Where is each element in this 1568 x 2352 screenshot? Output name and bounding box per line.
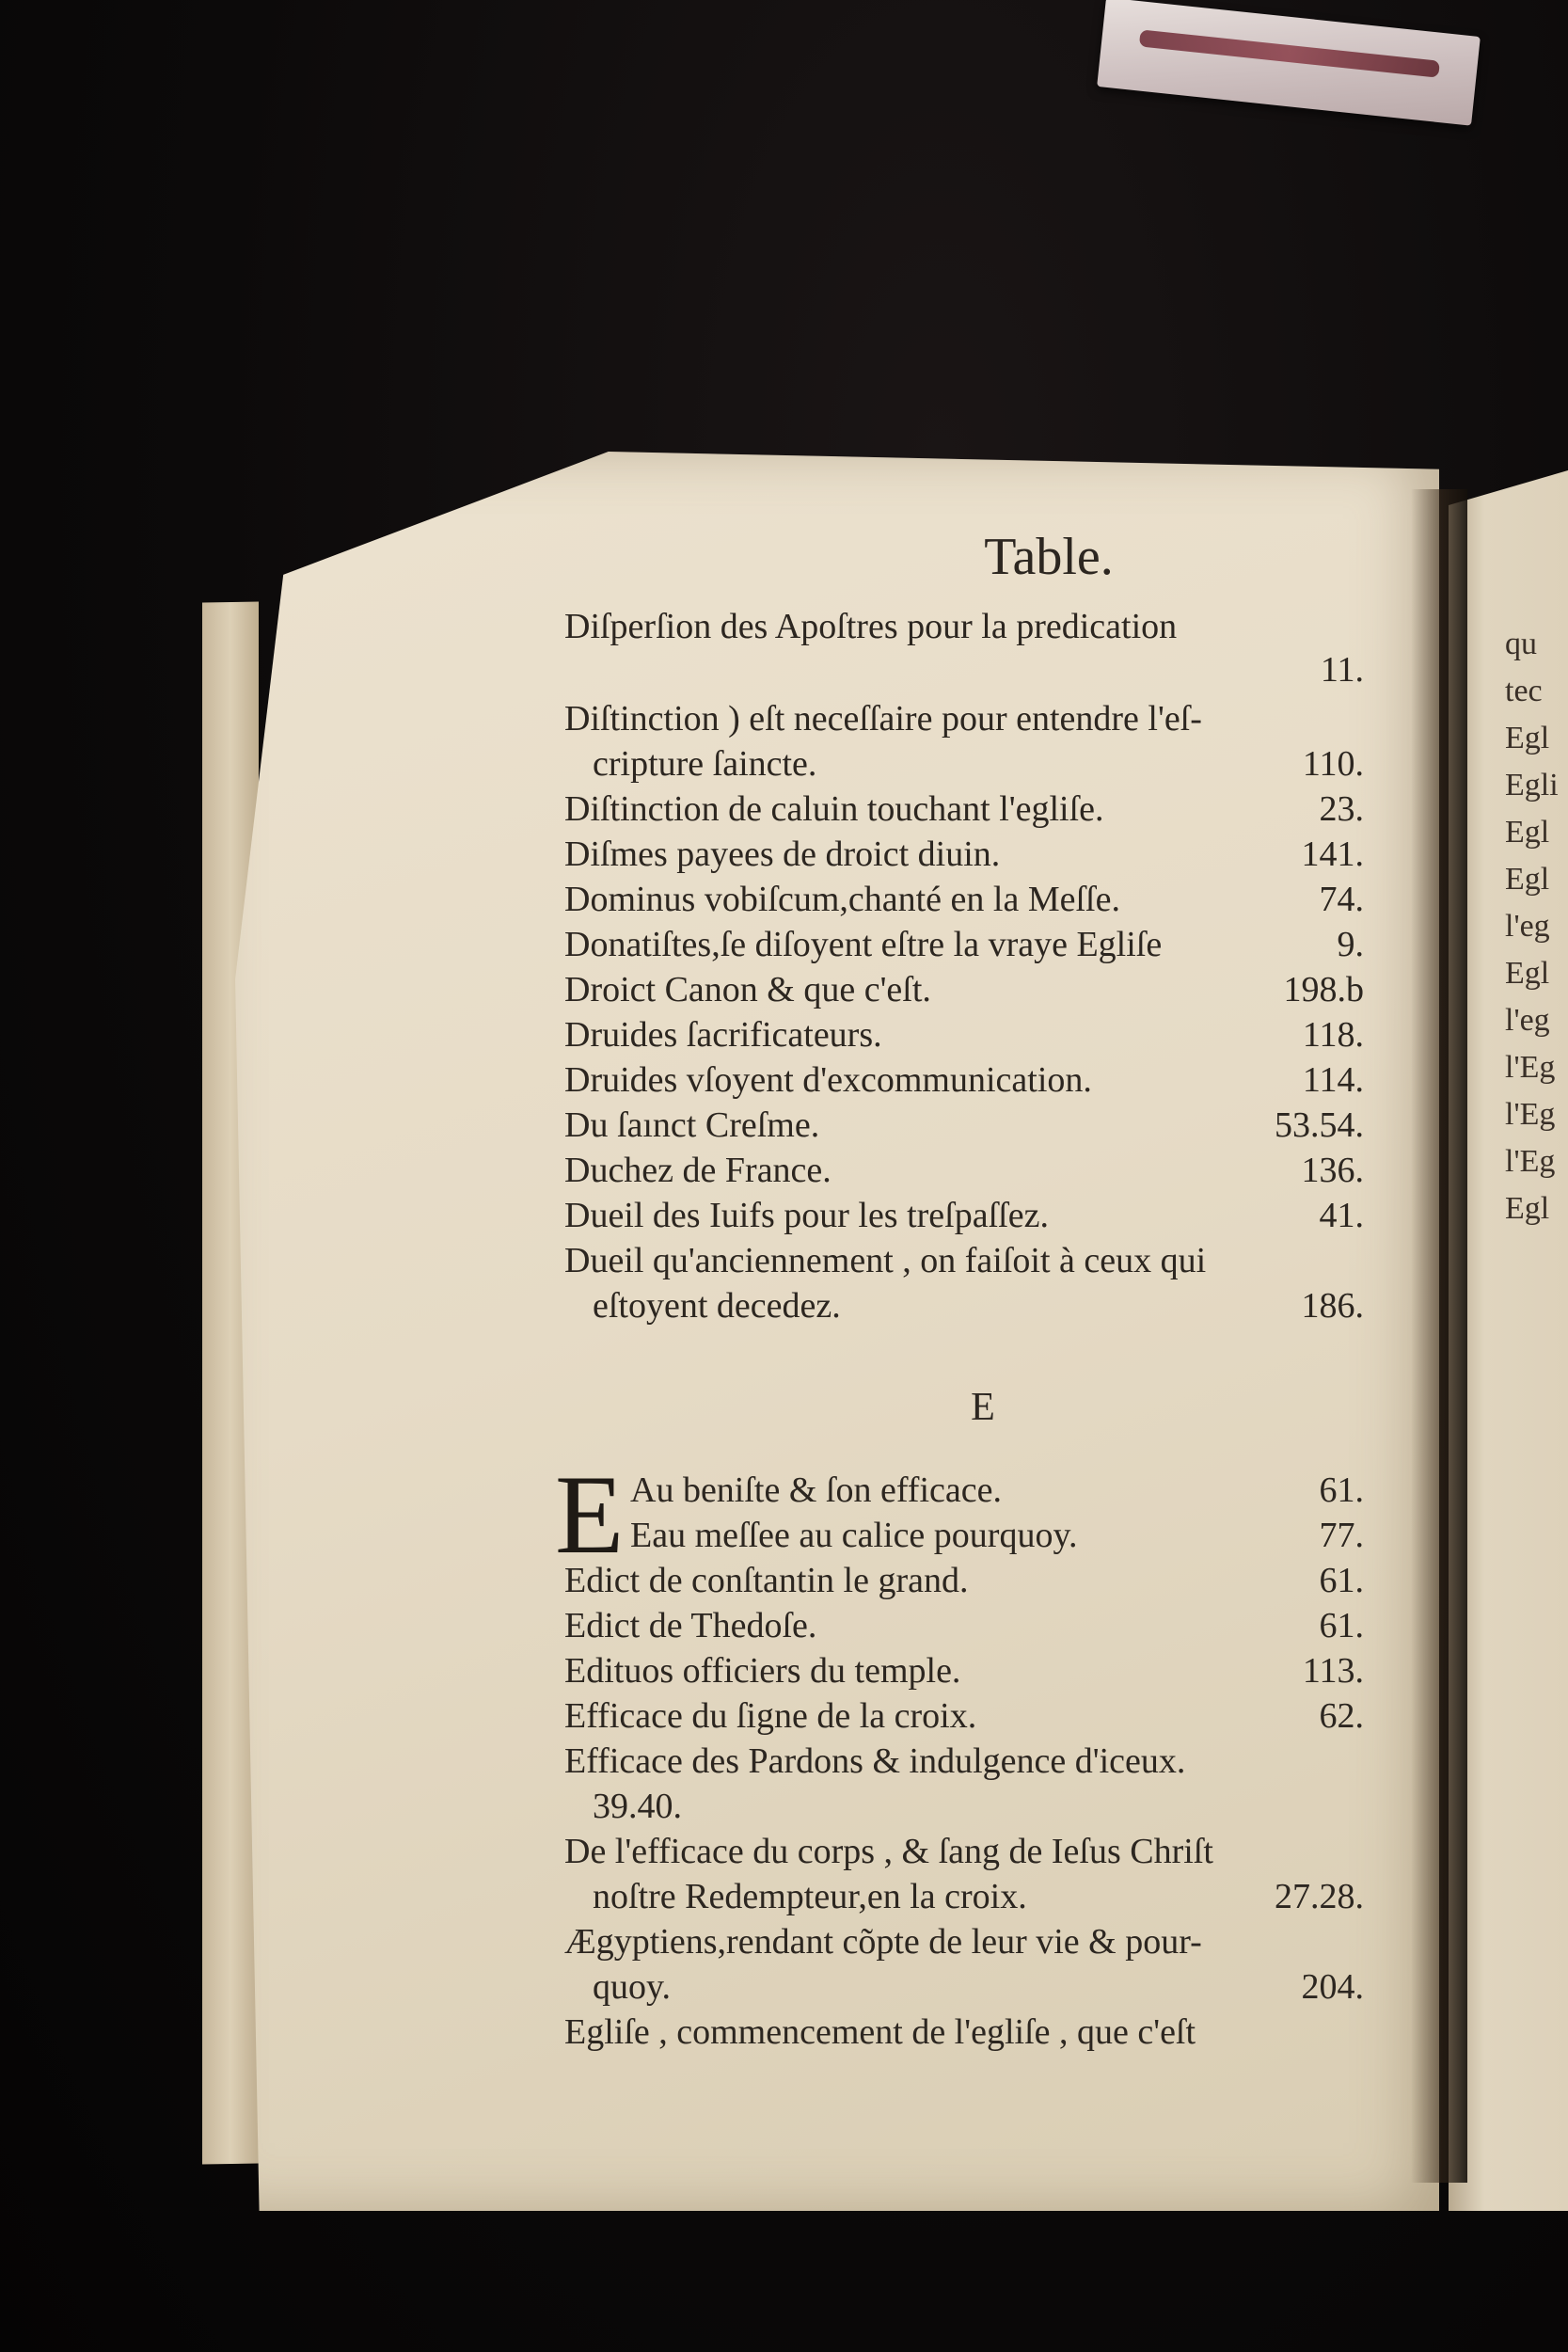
entry-text: Droict Canon & que c'eſt.	[564, 970, 931, 1009]
entry-continuation: cripture ſaincte.	[593, 744, 817, 784]
entry-page: 9.	[1337, 925, 1364, 964]
entry-text: Edict de Thedoſe.	[564, 1606, 817, 1645]
facing-line: qu	[1505, 627, 1537, 661]
index-content	[555, 527, 1364, 2055]
page-title: Table.	[984, 528, 1114, 586]
entry-text: Diſtinction de caluin touchant l'egliſe.	[564, 789, 1104, 829]
index-entry	[564, 922, 1364, 967]
entry-text: Donatiſtes,ſe diſoyent eſtre la vraye Egliſe	[564, 925, 1163, 964]
facing-line: l'Eg	[1505, 1144, 1556, 1179]
section-letter: E	[971, 1386, 995, 1429]
entry-page: 53.54.	[1275, 1105, 1364, 1145]
index-entry	[564, 1919, 1364, 2010]
index-entry	[564, 604, 1364, 690]
entry-page: 77.	[1319, 1516, 1364, 1555]
index-entry	[564, 1238, 1364, 1328]
entry-page: 198.b	[1283, 970, 1364, 1009]
entry-page: 74.	[1319, 880, 1364, 919]
facing-line: Egl	[1505, 721, 1550, 755]
entry-text: Dominus vobiſcum,chanté en la Meſſe.	[564, 880, 1120, 919]
entry-page: 41.	[1319, 1196, 1364, 1235]
entry-page: 27.28.	[1275, 1877, 1364, 1916]
entry-page: 204.	[1301, 1967, 1364, 2007]
entry-continuation: 39.40.	[593, 1787, 682, 1826]
index-entry	[564, 1829, 1364, 1919]
entry-page: 136.	[1301, 1151, 1364, 1190]
entry-text: Au beniſte & ſon efficace.	[630, 1470, 1002, 1510]
facing-page-text	[1505, 621, 1568, 1232]
entry-text: Du ſaınct Creſme.	[564, 1105, 820, 1145]
facing-line: l'eg	[1505, 909, 1550, 944]
index-entry	[564, 1558, 1364, 1603]
entry-text: De l'efficace du corps , & ſang de Ieſus Chriſt	[564, 1832, 1213, 1871]
entry-page: 62.	[1319, 1696, 1364, 1736]
facing-line: Egl	[1505, 815, 1550, 850]
entry-page: 113.	[1302, 1651, 1364, 1691]
entry-text: Diſtinction ) eſt neceſſaire pour entendre l'eſ-	[564, 699, 1202, 739]
index-entry	[564, 1057, 1364, 1103]
index-entry	[564, 1103, 1364, 1148]
facing-line: Egl	[1505, 862, 1550, 897]
facing-line: Egli	[1505, 768, 1559, 803]
entry-page: 61.	[1319, 1561, 1364, 1600]
facing-line: l'eg	[1505, 1003, 1550, 1038]
facing-line: Egl	[1505, 956, 1550, 991]
index-entry	[564, 877, 1364, 922]
entry-page: 141.	[1301, 834, 1364, 874]
entry-text: Dueil qu'anciennement , on faiſoit à ceux qui	[564, 1241, 1207, 1280]
entry-page: 11.	[1320, 650, 1364, 690]
entry-page: 61.	[1319, 1470, 1364, 1510]
entry-text: Diſperſion des Apoſtres pour la predication	[564, 607, 1178, 646]
entry-continuation: quoy.	[593, 1967, 672, 2007]
facing-line: l'Eg	[1505, 1050, 1556, 1085]
entry-page: 23.	[1319, 789, 1364, 829]
dropcap-letter: E	[555, 1452, 625, 1577]
entry-page: 114.	[1302, 1060, 1364, 1100]
index-entry	[564, 2010, 1364, 2055]
entry-text: Edict de conſtantin le grand.	[564, 1561, 969, 1600]
entry-text: Ægyptiens,rendant cõpte de leur vie & pour-	[564, 1922, 1202, 1962]
index-entry	[564, 1148, 1364, 1193]
facing-line: tec	[1505, 674, 1543, 708]
index-entry	[630, 1468, 1364, 1513]
entry-text: Efficace des Pardons & indulgence d'iceux.	[564, 1741, 1186, 1781]
index-entry	[564, 1603, 1364, 1648]
entry-text: Diſmes payees de droict diuin.	[564, 834, 1001, 874]
entry-text: Druides vſoyent d'excommunication.	[564, 1060, 1092, 1100]
entry-page: 186.	[1301, 1286, 1364, 1326]
entry-text: Eau meſſee au calice pourquoy.	[630, 1516, 1078, 1555]
index-entry	[564, 1012, 1364, 1057]
entry-page: 110.	[1302, 744, 1364, 784]
index-entry	[564, 1193, 1364, 1238]
entry-page: 61.	[1319, 1606, 1364, 1645]
entry-continuation: eſtoyent decedez.	[593, 1286, 841, 1326]
index-entry	[564, 832, 1364, 877]
page-gutter-shadow	[1411, 489, 1467, 2183]
index-entry	[564, 1739, 1364, 1829]
entry-text: Egliſe , commencement de l'egliſe , que c'eſt	[564, 2012, 1196, 2052]
index-entry	[630, 1513, 1364, 1558]
entry-text: Dueil des Iuifs pour les treſpaſſez.	[564, 1196, 1049, 1235]
facing-line: Egl	[1505, 1191, 1550, 1226]
index-entry	[564, 787, 1364, 832]
entry-continuation: noſtre Redempteur,en la croix.	[593, 1877, 1027, 1916]
index-entry	[564, 967, 1364, 1012]
index-entry	[564, 696, 1364, 787]
entry-text: Duchez de France.	[564, 1151, 832, 1190]
entry-text: Edituos officiers du temple.	[564, 1651, 961, 1691]
entry-text: Efficace du ſigne de la croix.	[564, 1696, 977, 1736]
index-entry	[564, 1693, 1364, 1739]
dropcap-block	[555, 1452, 1364, 1577]
entry-page: 118.	[1302, 1015, 1364, 1055]
index-entry	[564, 1648, 1364, 1693]
facing-line: l'Eg	[1505, 1097, 1556, 1132]
entry-text: Druides ſacrificateurs.	[564, 1015, 882, 1055]
